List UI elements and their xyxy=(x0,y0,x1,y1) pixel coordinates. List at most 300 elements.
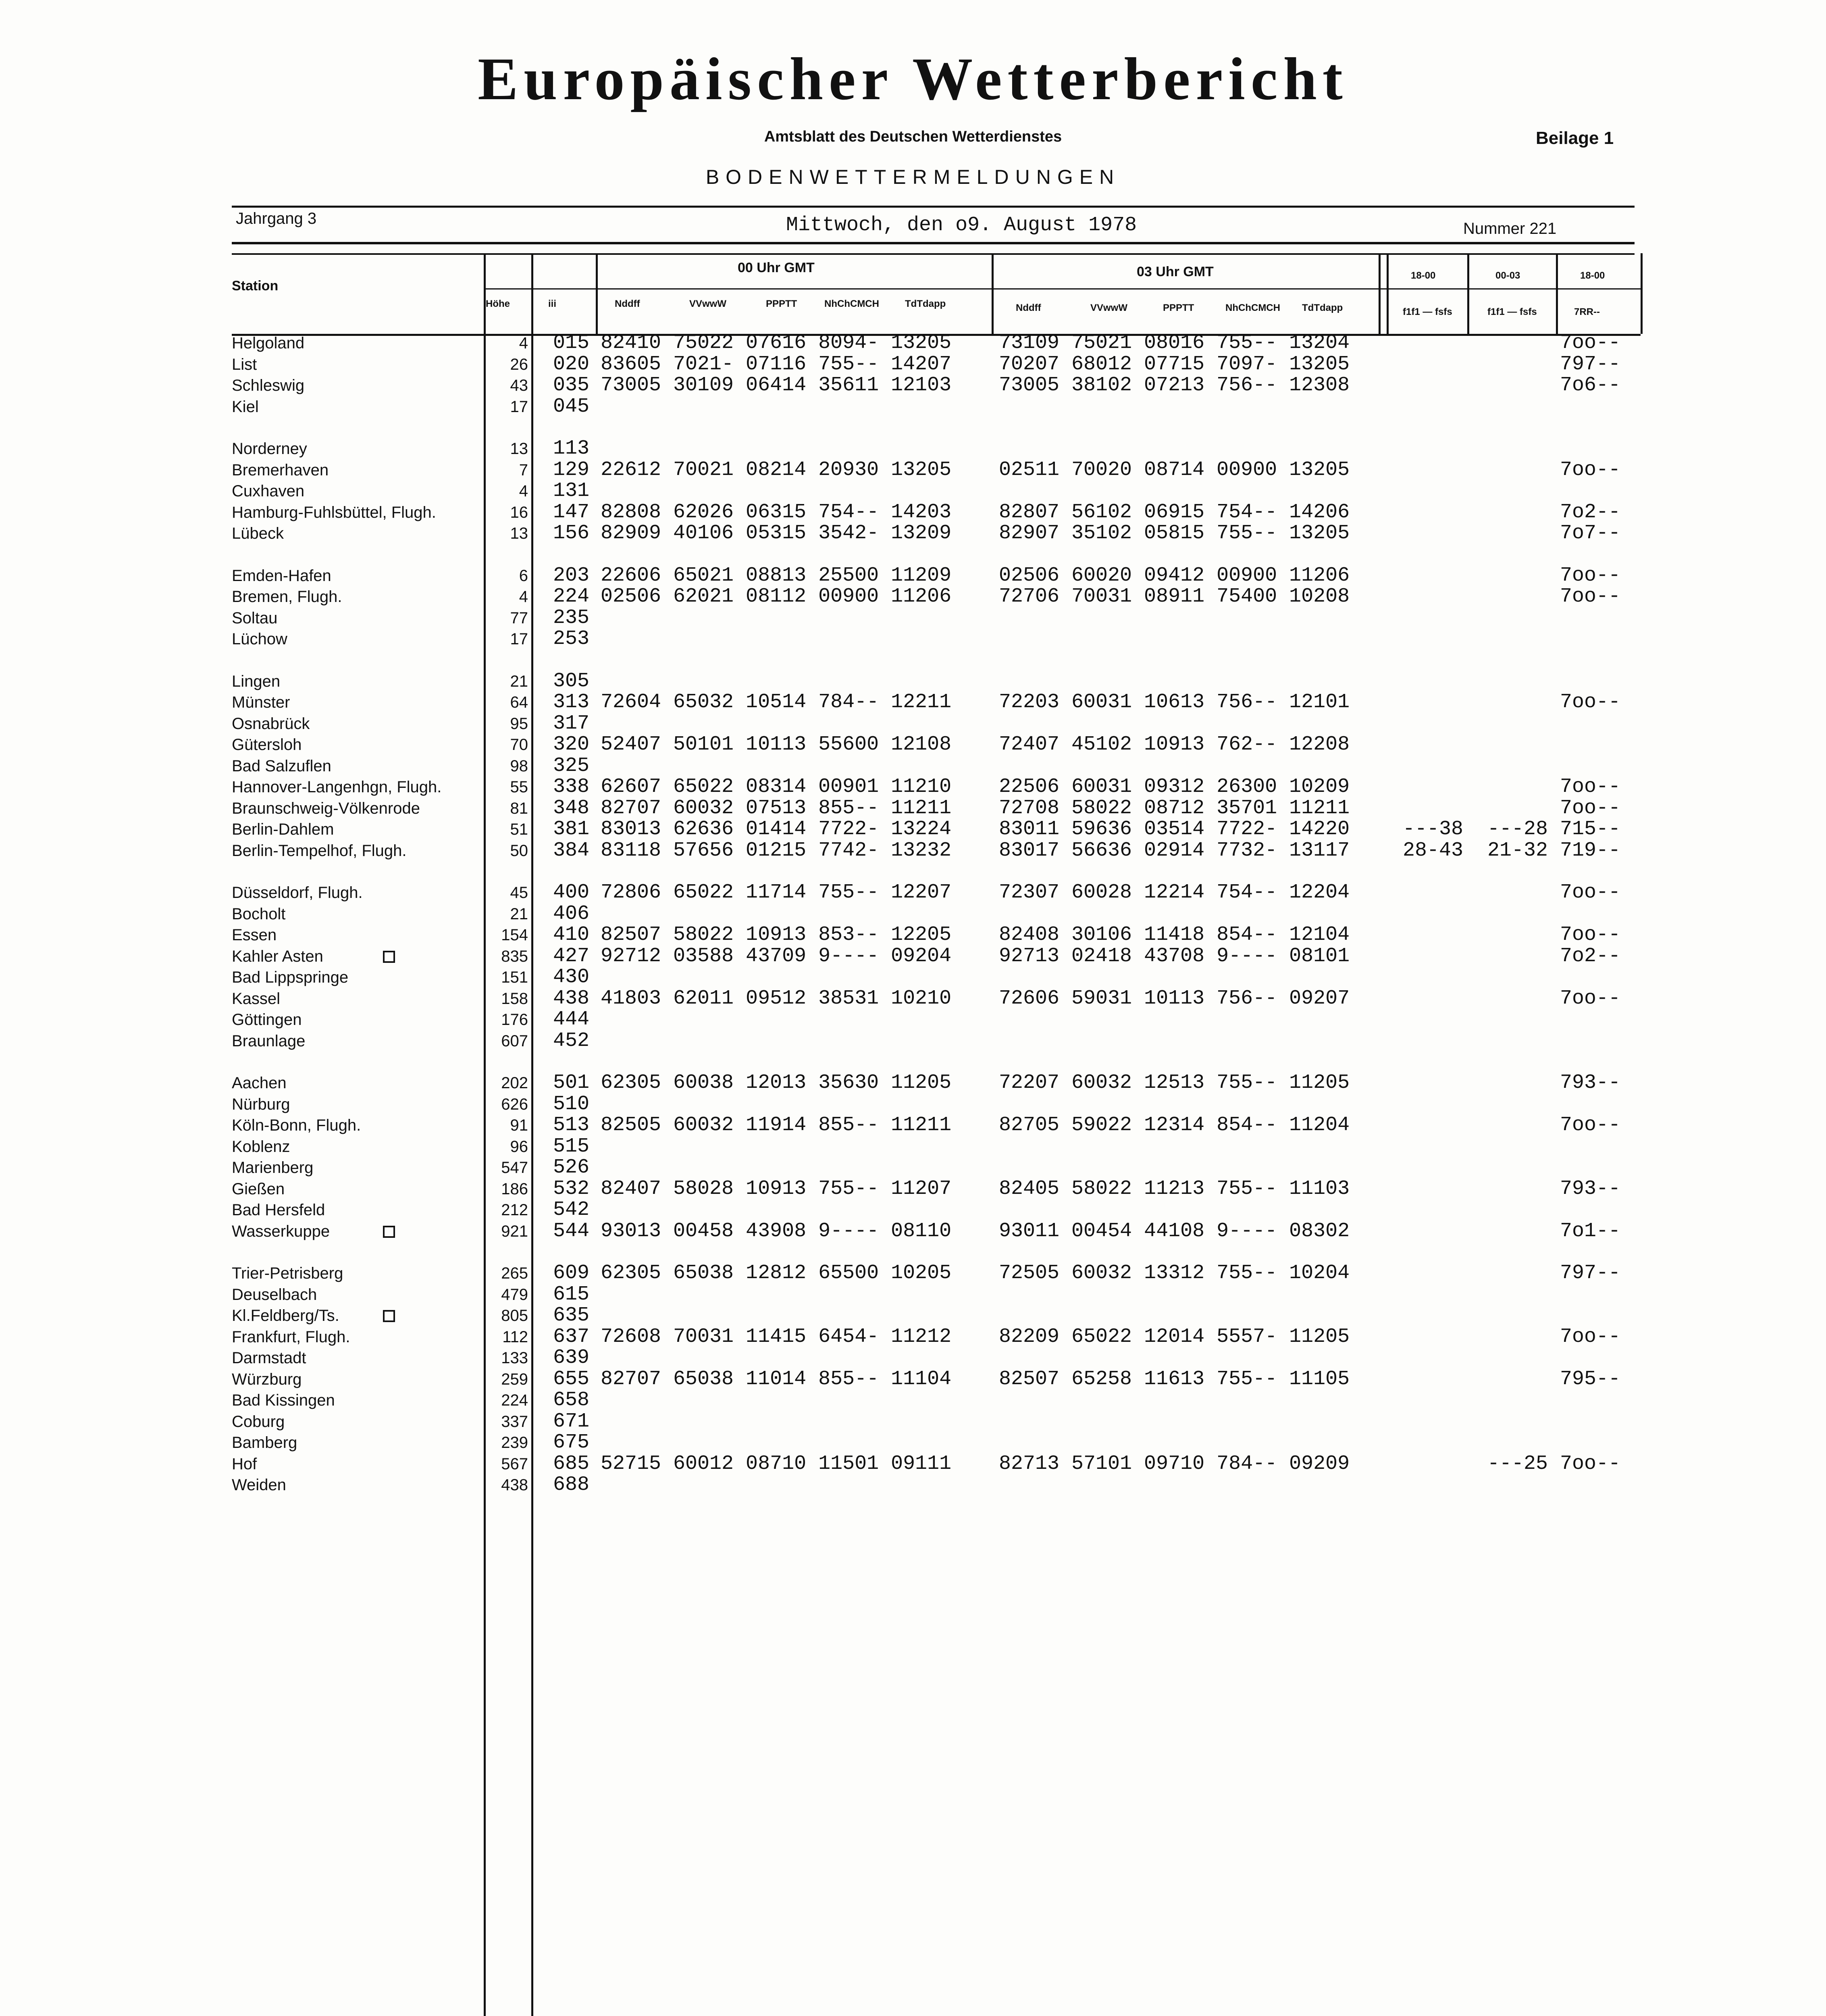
station-height: 13 xyxy=(510,525,528,542)
station-name: Hannover-Langenhgn, Flugh. xyxy=(232,778,442,796)
station-name: Göttingen xyxy=(232,1011,302,1029)
table-row xyxy=(0,1369,1826,1390)
subtitle: Amtsblatt des Deutschen Wetterdienstes xyxy=(764,128,1062,145)
observation-03-utc: 72407 45102 10913 762-- 12208 xyxy=(999,733,1350,756)
station-number: 410 xyxy=(553,923,590,946)
observation-03-utc: 72606 59031 10113 756-- 09207 xyxy=(999,987,1350,1010)
table-row xyxy=(0,946,1826,967)
observation-03-utc: 92713 02418 43708 9---- 08101 xyxy=(999,944,1350,968)
station-number: 635 xyxy=(553,1304,590,1327)
period-value-3: 797-- xyxy=(1560,1262,1621,1285)
table-row xyxy=(0,819,1826,840)
station-name: Norderney xyxy=(232,440,307,458)
period-value-3: 7o6-- xyxy=(1560,374,1621,397)
observation-00-utc: 72806 65022 11714 755-- 12207 xyxy=(601,881,952,904)
station-number: 235 xyxy=(553,606,590,629)
station-number: 320 xyxy=(553,733,590,756)
table-row xyxy=(0,1094,1826,1115)
station-height: 921 xyxy=(501,1222,528,1240)
observation-00-utc: 72608 70031 11415 6454- 11212 xyxy=(601,1325,952,1348)
observation-03-utc: 82408 30106 11418 854-- 12104 xyxy=(999,923,1350,946)
period-value-3: 7oo-- xyxy=(1560,987,1621,1010)
station-number: 224 xyxy=(553,585,590,608)
station-number: 015 xyxy=(553,331,590,354)
table-row xyxy=(0,1305,1826,1326)
station-name: Köln-Bonn, Flugh. xyxy=(232,1116,361,1134)
station-number: 035 xyxy=(553,374,590,397)
station-name: Braunschweig-Völkenrode xyxy=(232,799,420,817)
station-height: 64 xyxy=(510,694,528,711)
station-name: Berlin-Tempelhof, Flugh. xyxy=(232,841,407,860)
station-height: 224 xyxy=(501,1391,528,1409)
period-value-3: 7oo-- xyxy=(1560,881,1621,904)
observation-00-utc: 72604 65032 10514 784-- 12211 xyxy=(601,691,952,714)
station-name: Deuselbach xyxy=(232,1285,317,1304)
observation-00-utc: 92712 03588 43709 9---- 09204 xyxy=(601,944,952,968)
station-number: 510 xyxy=(553,1092,590,1116)
station-height: 21 xyxy=(510,905,528,923)
station-number: 532 xyxy=(553,1177,590,1200)
station-name: Nürburg xyxy=(232,1095,290,1113)
station-number: 400 xyxy=(553,881,590,904)
observation-00-utc: 82909 40106 05315 3542- 13209 xyxy=(601,522,952,545)
station-number: 406 xyxy=(553,902,590,925)
observation-03-utc: 72307 60028 12214 754-- 12204 xyxy=(999,881,1350,904)
period-sub-2: f1f1 — fsfs xyxy=(1487,306,1537,317)
station-number-header: iii xyxy=(548,298,557,309)
group-03-header: 03 Uhr GMT xyxy=(1137,264,1214,279)
observation-03-utc: 73005 38102 07213 756-- 12308 xyxy=(999,374,1350,397)
table-row xyxy=(0,692,1826,713)
station-height: 259 xyxy=(501,1370,528,1388)
station-number: 317 xyxy=(553,712,590,735)
period-value-3: 7oo-- xyxy=(1560,923,1621,946)
observation-00-utc: 22606 65021 08813 25500 11209 xyxy=(601,564,952,587)
station-height: 626 xyxy=(501,1095,528,1113)
observation-00-utc: 83605 7021- 07116 755-- 14207 xyxy=(601,352,952,376)
station-height: 45 xyxy=(510,884,528,902)
station-height: 91 xyxy=(510,1116,528,1134)
observation-00-utc: 41803 62011 09512 38531 10210 xyxy=(601,987,952,1010)
observation-03-utc: 82907 35102 05815 755-- 13205 xyxy=(999,522,1350,545)
station-number: 129 xyxy=(553,458,590,481)
station-height: 438 xyxy=(501,1476,528,1494)
period-value-3: 7oo-- xyxy=(1560,331,1621,354)
station-number: 313 xyxy=(553,691,590,714)
period-value-3: 797-- xyxy=(1560,352,1621,376)
table-row xyxy=(0,1136,1826,1157)
station-name: Lüchow xyxy=(232,630,287,648)
station-name: Marienberg xyxy=(232,1159,314,1177)
station-height: 239 xyxy=(501,1434,528,1452)
observation-00-utc: 82407 58028 10913 755-- 11207 xyxy=(601,1177,952,1200)
station-number: 542 xyxy=(553,1198,590,1221)
observation-03-utc: 72203 60031 10613 756-- 12101 xyxy=(999,691,1350,714)
station-height: 26 xyxy=(510,355,528,373)
sub-header-pppt: PPPTT xyxy=(766,298,797,309)
table-row xyxy=(0,1432,1826,1453)
sub-header-pppt-03: PPPTT xyxy=(1163,302,1194,313)
station-name: Bad Salzuflen xyxy=(232,757,331,775)
station-height: 98 xyxy=(510,757,528,775)
station-number: 438 xyxy=(553,987,590,1010)
station-name: Hof xyxy=(232,1455,257,1473)
station-number: 427 xyxy=(553,944,590,968)
station-name: Münster xyxy=(232,694,290,711)
observation-03-utc: 82209 65022 12014 5557- 11205 xyxy=(999,1325,1350,1348)
observation-03-utc: 72706 70031 08911 75400 10208 xyxy=(999,585,1350,608)
period-value-3: 793-- xyxy=(1560,1177,1621,1200)
station-name: Wasserkuppe xyxy=(232,1222,330,1240)
station-number: 515 xyxy=(553,1135,590,1158)
station-height: 17 xyxy=(510,398,528,416)
mountain-station-marker xyxy=(383,951,395,963)
station-number: 685 xyxy=(553,1452,590,1475)
station-number: 655 xyxy=(553,1367,590,1391)
period-value-3: 7oo-- xyxy=(1560,585,1621,608)
station-height: 7 xyxy=(519,461,528,479)
station-height: 4 xyxy=(519,482,528,500)
observation-03-utc: 82705 59022 12314 854-- 11204 xyxy=(999,1114,1350,1137)
station-name: Gießen xyxy=(232,1180,285,1198)
station-height: 17 xyxy=(510,630,528,648)
station-number: 444 xyxy=(553,1008,590,1031)
table-row xyxy=(0,1263,1826,1284)
station-height: 51 xyxy=(510,821,528,838)
table-row xyxy=(0,1157,1826,1178)
station-name: Lübeck xyxy=(232,525,284,542)
table-row xyxy=(0,460,1826,481)
station-name: Cuxhaven xyxy=(232,482,305,500)
station-name: Kiel xyxy=(232,398,259,416)
station-number: 325 xyxy=(553,754,590,777)
station-number: 131 xyxy=(553,479,590,502)
group-00-header: 00 Uhr GMT xyxy=(738,260,815,275)
station-number: 675 xyxy=(553,1431,590,1454)
period-value-3: 7oo-- xyxy=(1560,796,1621,820)
mountain-station-marker xyxy=(383,1226,395,1238)
station-height: 607 xyxy=(501,1032,528,1050)
station-number: 544 xyxy=(553,1219,590,1243)
table-row xyxy=(0,523,1826,544)
station-number: 113 xyxy=(553,437,590,460)
table-row xyxy=(0,798,1826,819)
station-name: Frankfurt, Flugh. xyxy=(232,1328,350,1346)
observation-00-utc: 62607 65022 08314 00901 11210 xyxy=(601,775,952,798)
station-name: Helgoland xyxy=(232,334,305,352)
observation-00-utc: 62305 65038 12812 65500 10205 xyxy=(601,1262,952,1285)
table-row xyxy=(0,608,1826,629)
table-row xyxy=(0,840,1826,861)
table-row xyxy=(0,1390,1826,1411)
volume-label: Jahrgang 3 xyxy=(236,210,317,227)
station-height: 212 xyxy=(501,1201,528,1219)
observation-00-utc: 22612 70021 08214 20930 13205 xyxy=(601,458,952,481)
table-row xyxy=(0,1221,1826,1242)
observation-00-utc: 82707 60032 07513 855-- 11211 xyxy=(601,796,952,820)
station-name: Bad Hersfeld xyxy=(232,1201,325,1219)
period-header-2: 00-03 xyxy=(1495,270,1520,281)
period-value-3: 7o2-- xyxy=(1560,500,1621,524)
observation-03-utc: 70207 68012 07715 7097- 13205 xyxy=(999,352,1350,376)
station-name: Bremerhaven xyxy=(232,461,329,479)
station-number: 501 xyxy=(553,1071,590,1094)
table-row xyxy=(0,438,1826,459)
period-value-3: 7o1-- xyxy=(1560,1219,1621,1243)
period-value-3: 715-- xyxy=(1560,818,1621,841)
station-name: Kassel xyxy=(232,989,281,1008)
table-row xyxy=(0,988,1826,1009)
observation-03-utc: 72708 58022 08712 35701 11211 xyxy=(999,796,1350,820)
station-number: 156 xyxy=(553,522,590,545)
station-number: 381 xyxy=(553,818,590,841)
sub-header-dewpoint-03: TdTdapp xyxy=(1302,302,1343,313)
table-row xyxy=(0,1327,1826,1347)
period-value-3: 7oo-- xyxy=(1560,1114,1621,1137)
observation-00-utc: 93013 00458 43908 9---- 08110 xyxy=(601,1219,952,1243)
table-row xyxy=(0,1115,1826,1136)
station-height: 70 xyxy=(510,736,528,754)
table-row xyxy=(0,1073,1826,1093)
station-number: 671 xyxy=(553,1410,590,1433)
station-height: 81 xyxy=(510,799,528,817)
sub-header-nddff-03: Nddff xyxy=(1016,302,1041,313)
station-name: Kahler Asten xyxy=(232,947,323,965)
station-height: 151 xyxy=(501,968,528,986)
supplement-label: Beilage 1 xyxy=(1536,128,1614,148)
observation-03-utc: 82405 58022 11213 755-- 11103 xyxy=(999,1177,1350,1200)
station-number: 147 xyxy=(553,500,590,524)
station-height: 186 xyxy=(501,1180,528,1198)
period-sub-3: 7RR-- xyxy=(1574,306,1600,317)
observation-00-utc: 62305 60038 12013 35630 11205 xyxy=(601,1071,952,1094)
station-name: Bad Kissingen xyxy=(232,1391,335,1409)
station-height: 16 xyxy=(510,503,528,521)
issue-number: Nummer 221 xyxy=(1463,220,1557,237)
station-number: 639 xyxy=(553,1346,590,1369)
station-number: 615 xyxy=(553,1283,590,1306)
table-row xyxy=(0,756,1826,777)
table-row xyxy=(0,1454,1826,1475)
observation-00-utc: 82808 62026 06315 754-- 14203 xyxy=(601,500,952,524)
period-value-3: 7o7-- xyxy=(1560,522,1621,545)
station-name: Kl.Feldberg/Ts. xyxy=(232,1307,339,1325)
station-height: 265 xyxy=(501,1264,528,1282)
station-name: Osnabrück xyxy=(232,714,310,733)
period-value-3: 7oo-- xyxy=(1560,691,1621,714)
station-height: 805 xyxy=(501,1307,528,1325)
table-row xyxy=(0,1347,1826,1368)
table-row xyxy=(0,925,1826,946)
observation-03-utc: 93011 00454 44108 9---- 08302 xyxy=(999,1219,1350,1243)
station-name: Hamburg-Fuhlsbüttel, Flugh. xyxy=(232,503,436,521)
table-row xyxy=(0,882,1826,903)
station-height: 112 xyxy=(502,1328,528,1346)
table-row xyxy=(0,1009,1826,1030)
station-height: 547 xyxy=(501,1159,528,1177)
mountain-station-marker xyxy=(383,1310,395,1322)
station-name: List xyxy=(232,355,257,373)
station-height: 21 xyxy=(510,672,528,690)
sub-header-nddff: Nddff xyxy=(615,298,640,309)
station-number: 338 xyxy=(553,775,590,798)
observation-03-utc: 72207 60032 12513 755-- 11205 xyxy=(999,1071,1350,1094)
station-number: 513 xyxy=(553,1114,590,1137)
station-name: Bamberg xyxy=(232,1434,297,1452)
station-name: Bad Lippspringe xyxy=(232,968,349,986)
station-name: Trier-Petrisberg xyxy=(232,1264,343,1282)
station-height: 4 xyxy=(519,588,528,606)
station-height: 6 xyxy=(519,566,528,585)
station-height: 479 xyxy=(501,1285,528,1304)
observation-00-utc: 82707 65038 11014 855-- 11104 xyxy=(601,1367,952,1391)
table-row xyxy=(0,1031,1826,1052)
station-height: 133 xyxy=(501,1349,528,1367)
period-value-3: 7oo-- xyxy=(1560,458,1621,481)
observation-03-utc: 02511 70020 08714 00900 13205 xyxy=(999,458,1350,481)
date-label: Mittwoch, den o9. August 1978 xyxy=(786,214,1137,237)
period-value-3: 7oo-- xyxy=(1560,564,1621,587)
station-number: 430 xyxy=(553,966,590,989)
table-row xyxy=(0,671,1826,692)
station-name: Soltau xyxy=(232,609,278,627)
station-name: Emden-Hafen xyxy=(232,566,331,585)
section-title: BODENWETTERMELDUNGEN xyxy=(705,166,1121,188)
station-number: 658 xyxy=(553,1389,590,1412)
observation-00-utc: 83013 62636 01414 7722- 13224 xyxy=(601,818,952,841)
observation-03-utc: 22506 60031 09312 26300 10209 xyxy=(999,775,1350,798)
table-row xyxy=(0,586,1826,607)
station-height: 43 xyxy=(510,377,528,394)
station-height: 13 xyxy=(510,440,528,458)
station-height: 55 xyxy=(510,778,528,796)
observation-03-utc: 73109 75021 08016 755-- 13204 xyxy=(999,331,1350,354)
station-height: 158 xyxy=(501,989,528,1008)
period-value-1: ---38 xyxy=(1403,818,1464,841)
station-name: Essen xyxy=(232,926,277,944)
station-height: 4 xyxy=(519,334,528,352)
table-row xyxy=(0,396,1826,417)
period-header-3: 18-00 xyxy=(1580,270,1605,281)
station-height: 567 xyxy=(501,1455,528,1473)
station-name: Schleswig xyxy=(232,377,305,394)
station-number: 045 xyxy=(553,395,590,418)
period-value-3: 7o2-- xyxy=(1560,944,1621,968)
period-value-1: 28-43 xyxy=(1403,839,1464,862)
observation-03-utc: 83011 59636 03514 7722- 14220 xyxy=(999,818,1350,841)
station-name: Braunlage xyxy=(232,1032,306,1050)
period-value-3: 795-- xyxy=(1560,1367,1621,1391)
station-number: 637 xyxy=(553,1325,590,1348)
station-number: 020 xyxy=(553,352,590,376)
sub-header-clouds: NhChCMCH xyxy=(824,298,879,309)
table-row xyxy=(0,777,1826,798)
station-number: 609 xyxy=(553,1262,590,1285)
station-name: Weiden xyxy=(232,1476,286,1494)
observation-00-utc: 82507 58022 10913 853-- 12205 xyxy=(601,923,952,946)
observation-03-utc: 72505 60032 13312 755-- 10204 xyxy=(999,1262,1350,1285)
station-height: 77 xyxy=(510,609,528,627)
period-sub-1: f1f1 — fsfs xyxy=(1403,306,1452,317)
station-number: 526 xyxy=(553,1156,590,1179)
sub-header-vvwww-03: VVwwW xyxy=(1090,302,1128,313)
table-row xyxy=(0,1411,1826,1432)
station-name: Koblenz xyxy=(232,1137,290,1156)
table-row xyxy=(0,375,1826,396)
sub-header-dewpoint: TdTdapp xyxy=(905,298,946,309)
period-value-3: 7oo-- xyxy=(1560,775,1621,798)
station-height: 202 xyxy=(501,1074,528,1092)
table-row xyxy=(0,565,1826,586)
station-header: Station xyxy=(232,278,279,294)
period-value-2: ---25 xyxy=(1487,1452,1548,1475)
table-row xyxy=(0,354,1826,375)
table-row xyxy=(0,333,1826,354)
station-height: 835 xyxy=(501,947,528,965)
period-value-3: 793-- xyxy=(1560,1071,1621,1094)
station-number: 452 xyxy=(553,1029,590,1052)
table-row xyxy=(0,1475,1826,1495)
station-name: Berlin-Dahlem xyxy=(232,821,334,838)
observation-03-utc: 82807 56102 06915 754-- 14206 xyxy=(999,500,1350,524)
table-row xyxy=(0,713,1826,734)
station-number: 253 xyxy=(553,627,590,650)
period-value-3: 7oo-- xyxy=(1560,1452,1621,1475)
period-value-2: ---28 xyxy=(1487,818,1548,841)
table-row xyxy=(0,904,1826,925)
period-header-1: 18-00 xyxy=(1411,270,1436,281)
station-number: 203 xyxy=(553,564,590,587)
station-height: 50 xyxy=(510,841,528,860)
station-name: Lingen xyxy=(232,672,281,690)
station-name: Bocholt xyxy=(232,905,286,923)
sub-header-clouds-03: NhChCMCH xyxy=(1225,302,1280,313)
observation-00-utc: 73005 30109 06414 35611 12103 xyxy=(601,374,952,397)
table-row xyxy=(0,967,1826,988)
station-number: 384 xyxy=(553,839,590,862)
station-name: Würzburg xyxy=(232,1370,302,1388)
table-row xyxy=(0,734,1826,755)
observation-03-utc: 82713 57101 09710 784-- 09209 xyxy=(999,1452,1350,1475)
height-header: Höhe xyxy=(486,298,510,309)
observation-03-utc: 02506 60020 09412 00900 11206 xyxy=(999,564,1350,587)
table-row xyxy=(0,1179,1826,1200)
station-height: 176 xyxy=(501,1011,528,1029)
station-name: Düsseldorf, Flugh. xyxy=(232,884,363,902)
observation-03-utc: 82507 65258 11613 755-- 11105 xyxy=(999,1367,1350,1391)
station-name: Darmstadt xyxy=(232,1349,306,1367)
observation-00-utc: 83118 57656 01215 7742- 13232 xyxy=(601,839,952,862)
station-number: 348 xyxy=(553,796,590,820)
station-height: 96 xyxy=(510,1137,528,1156)
period-value-2: 21-32 xyxy=(1487,839,1548,862)
period-value-3: 7oo-- xyxy=(1560,1325,1621,1348)
station-name: Coburg xyxy=(232,1412,285,1431)
period-value-3: 719-- xyxy=(1560,839,1621,862)
observation-00-utc: 52715 60012 08710 11501 09111 xyxy=(601,1452,952,1475)
station-height: 95 xyxy=(510,714,528,733)
table-row xyxy=(0,502,1826,523)
station-name: Aachen xyxy=(232,1074,287,1092)
station-number: 688 xyxy=(553,1473,590,1496)
table-row xyxy=(0,481,1826,502)
sub-header-vvwww: VVwwW xyxy=(689,298,727,309)
station-height: 337 xyxy=(501,1412,528,1431)
station-name: Gütersloh xyxy=(232,736,302,754)
observation-00-utc: 82410 75022 07616 8094- 13205 xyxy=(601,331,952,354)
station-name: Bremen, Flugh. xyxy=(232,588,342,606)
observation-00-utc: 52407 50101 10113 55600 12108 xyxy=(601,733,952,756)
